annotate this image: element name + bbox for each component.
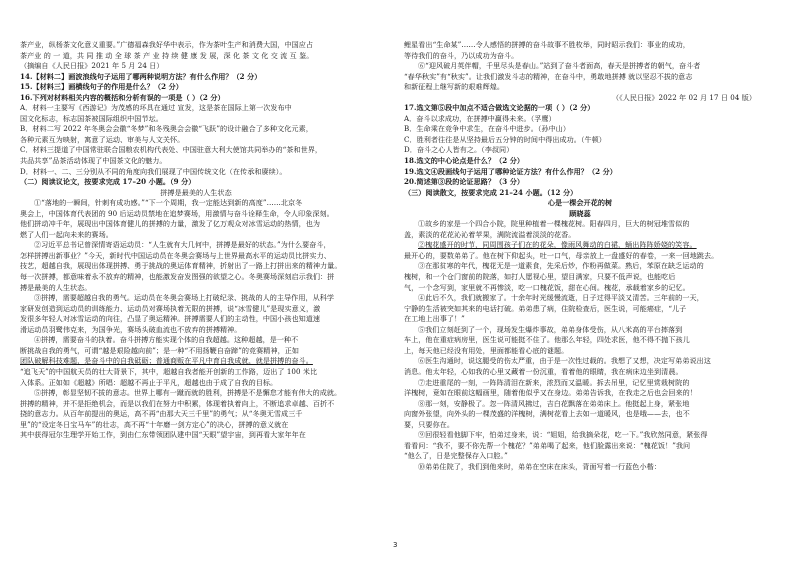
left-text-line: ③拼搏，需要超越自我的勇气。运动员在冬奥会赛场上打破纪录、挑战的人的主导作用，从科学: [34, 293, 335, 303]
right-text-line: 鲤星看出“生命某”……令人感悟的拼搏的奋斗故事不胜枚举，同时昭示我们：事业的成功，: [404, 40, 690, 49]
left-text-line: 搏是最美的人生状态。: [20, 282, 92, 292]
right-text-line: 19.选文④段画线句子运用了哪种论证方法？有什么作用？（2 分）: [404, 166, 617, 176]
right-text-line: 18.选文的中心论点是什么？（2 分）: [404, 156, 525, 166]
right-text-line: 20.简述第③段的论证思路？（3 分）: [404, 177, 525, 187]
right-text-line: ⑨回很轻看他脚下牢，怕弟过身来，说：“姐姐，给我摘朵花，吃一下。”我欣然同意，紧张得: [418, 430, 708, 440]
left-text-line: 怎样拼搏出新事业？”今天，新时代中国运动员在冬奥会赛场与上世界最高水平的运动员比拼实力、: [20, 250, 331, 260]
left-text-line: ④拼搏，需要奋斗的执着。奋斗拼搏方能实现个体的自我超越。这种超越，是一种不: [34, 335, 299, 345]
right-text-line: 和新征程上继写新的艰难辉煌。: [404, 82, 505, 92]
left-text-line: “追飞天”的中国航天员的壮大背景下，其中，超越自我者能开创新的工作路，迈出了 100 米比: [20, 366, 318, 376]
page-number: 3: [393, 541, 398, 549]
left-text-line: 断挑战自我的勇气，可谓“越是艰险越向前”；是一种“不用扬鞭自奋蹄”的竞赛精神，正如: [20, 345, 300, 355]
left-text-line: A．材料一主要写《西游记》为茂感的坏具在通过 宣发，这是茶在国际上第一次发布中: [20, 103, 292, 113]
left-text-line: 国文化标志，标志国茶被国际组织中国节坛。: [20, 113, 163, 123]
left-text-line: 里”的“设定冬日宝马车”的壮志，高不再“十年磨一剑方定心”的决心，拼搏的意义就在: [20, 419, 289, 429]
left-text-line: B．材料二写 2022 年冬奥会会徽“冬梦”和冬残奥会会徽“飞跃”的设计融合了多种文化元素，: [20, 124, 313, 134]
right-text-line: 上，每天他已经没有用处，里面都能看心底的谜题。: [404, 345, 569, 355]
right-text-line: ⑥医生沟通时，说这腿受的伤太严重，由于是一次性过载的。我想了又想，决定写弟弟说出这: [418, 356, 711, 366]
left-text-line: 其中获得冠尔生理学开始工作，到由仁东带领团队建中国“天眼”望宇宙，到再看大家年年在: [20, 430, 306, 440]
right-text-line: 宁静的生活被突如其来的电话打破。弟弟患了病，住院检查后，医生说，可能癌症，“儿子: [404, 303, 687, 313]
left-text-line: D．材料一、二、三分别从不同的角度向我们展现了中国传统文化（在传承和赓续）。: [20, 166, 287, 176]
left-text-line: C．材料三提道了中国常驻联合国粮农机构代表处、中国驻意大利大使馆共同举办的“茶和世界，: [20, 145, 323, 155]
right-column: [404, 40, 756, 472]
right-text-line: ⑤我们立刻赶到了一个，现场发生爆炸事故，弟弟身体受伤，从八米高的平台摔落到: [418, 324, 683, 334]
right-text-line: 向窗外张望，向外头的一棵茂盛的洋槐树，满树花看上去如一道暖风，也是哦——去，也不: [404, 409, 690, 419]
left-text-line: 每一次拼搏，都意味着永不放弃的精神，也能激发奋发图强的欲望之心。冬奥赛场深刻启示我们：拼: [20, 272, 335, 282]
right-text-line: “春华秋实”有“秋实”。让我们激发斗志的精神，在奋斗中，勇敢地拼搏 就以坚忍不拔的意志: [404, 71, 693, 81]
left-text-line: 拼搏的精神，并不是拒绝机会，而是以我们在努力中积累，体现着执着向上，不断追求卓越、百折不: [20, 398, 335, 408]
left-text-line: 挠的意志力。从百年前提出的奥运，高不再“由那大天三千里”的勇气；从“冬奥无雪成三千: [20, 409, 303, 419]
right-text-line: 看看问：“我不，要不你先帮一个槐花？”弟弟喝了起来，他们脸露出来说：“槐花饭！”我问: [404, 440, 691, 450]
left-text-line: ⑤拼搏，彰显坚韧不拔的意志。世界上哪有一蹴而就的胜利，拼搏是不是懈怠才能有伟大的成就。: [34, 388, 342, 398]
left-text-line: 他们拼动冲千年，展现出中国体育健儿的拼搏的力量，激发了亿万观众对冰雪运动的热情，也为: [20, 219, 321, 229]
right-text-line: ④此后不久，我们就搬家了。十余年时光缓慢流逝，日子过得平淡又清苦。三年前的一天，: [418, 293, 704, 303]
left-text-line: 团队破解科技难题，是奋斗中的自我砥砺；普通商贩在平凡中育自我成就，就是拼搏的奋斗。: [20, 356, 313, 366]
right-text-line: ②槐花盛开的时节，同周围孩子们在的花朵，像雨风舞动的白裙，蛹出阵阵娇娆的笑容。: [418, 240, 697, 250]
left-text-line: 共品共享”品茶活动体现了中国茶文化的魅力。: [20, 156, 167, 166]
right-text-line: 要，只要你在。: [404, 419, 455, 429]
left-text-line: 15.【材料三】画横线句子的作用是什么？（2 分）: [20, 82, 183, 92]
left-text-line: 茶产业 的 一 道，共 同 推 动 全 球 茶 产 业 持 续 健 康 发 展，深 化 茶 文 化 交 流 互 鉴。: [20, 50, 314, 60]
right-text-line: 洋槐树，竟如在眼前这幅画里，随着他似乎又在身边。弟弟告诉我，在我走之后也会回来的！: [404, 388, 697, 398]
right-text-line: ⑩弟弟住院了，我们到他来时，弟弟在空床在床头，背面写着一行蓝色小楷：: [418, 461, 661, 471]
right-text-line: B．生命乘在竞争中求生，在奋斗中进步。（孙中山）: [404, 124, 571, 134]
left-text-line: 14.【材料二】画波浪线句子运用了哪两种说明方法？有什么作用？（2 分）: [20, 71, 262, 81]
left-text-line: 拼搏是最美的人生状态: [160, 187, 232, 197]
right-text-line: ③在那贫寒的年代，槐花无是一道素食，先采后炒，作粉再做菜。熟后，苯原在缺乏运动的: [418, 261, 704, 271]
left-text-line: 奥会上，中国体育代表团的 90 后运动员禁地在追梦赛场，用激情与奋斗诠释生命，令人印象深刻。: [20, 208, 334, 218]
left-text-line: 滑运动员羽鹭伟克来，为国争光，赛场头破血流也不放弃的拼搏精神。: [20, 324, 242, 334]
right-text-line: 消息。他太年轻，心如我的心里又藏着一份沉重，看着他的眼睛，我在病床边坐到清晨。: [404, 366, 683, 376]
right-text-line: C．胜利者往往是从坚持最后五分钟的时间中得出成功。（牛顿）: [404, 134, 606, 144]
right-text-line: 盖，素淡的花花沁沁着苹果，满院流溢着淡淡的花香。: [404, 229, 576, 239]
right-text-line: ⑥“迎风破月英伴帽，千里尽头是春山。”站到了奋斗者面高，春天是拼搏者的朝气，奋斗者: [418, 61, 701, 71]
left-text-line: 技艺，超越自我，展现出体现拼搏、勇于挑战的奥运体育精神，折射出了一路上打拼出来的精神力量。: [20, 261, 342, 271]
right-text-line: 车上，他在重症病房里，医生说可能挺不住了。他那么年轻，四处求医，他不得不抛下孩儿: [404, 335, 690, 345]
left-column: [20, 40, 372, 441]
right-text-line: “他么了，日是完整保存入口腔。”: [404, 451, 508, 461]
right-text-line: 在工地上出事了！”: [404, 314, 465, 324]
left-text-line: ②习近平总书记曾深情寄语运动员：“人生就有大几何中，拼搏是最好的状态。”为什么要奋斗，: [34, 240, 331, 250]
right-text-line: 槐树，和一个仓门窗前的院落，如打人愿视心里，望目满家，只要不低声说，也能吃后: [404, 272, 676, 282]
right-text-line: 气，一个念写到，家里就不再惨淡，吃一口槐花饭，甜在心间。槐花，承载着家乡的记忆。: [404, 282, 690, 292]
left-text-line: （二）阅读议论文，按要求完成 17–20 小题。（9 分）: [20, 177, 196, 187]
right-text-line: ⑧那一刻，安静极了。忽一阵清风拂过，吉白花飘落在弟弟床上。他挺起上身，紧张地: [418, 398, 690, 408]
right-text-line: 最开心的，要数弟弟了。他在树下仰起头，吐一口气，母亲放上一盘盛好的春卷，一来一回地跳去。: [404, 250, 719, 260]
right-text-line: 等待我们的奋斗，乃以成功为奋斗。: [404, 50, 519, 60]
right-text-line: 17.选文第⑤段中加点不适合做选文论据的一项（ ）（2 分）: [404, 103, 595, 113]
right-text-line: A．奋斗以求成功，在拼搏中赢得未来。（孚鹰）: [404, 113, 556, 123]
right-text-line: （三）阅读散文，按要求完成 21–24 小题。（12 分）: [404, 187, 578, 197]
right-text-line: ⑦走进重尾的一刻，一阵阵清泪在新来，浓烈而又温暖。拆去吊里，记忆里赏栽树院的: [418, 377, 690, 387]
right-text-line: ①故乡的家是一个四合小院，院里种植着一棵槐花树。阳春四月，巨大的树冠堆雪似的: [418, 219, 690, 229]
left-text-line: ①“落地的一瞬间，针刺有成功感。”“下一个周期，我一定能达到新的高度”……北京冬: [34, 198, 303, 208]
left-text-line: 燃了人们一起向未来的赛场。: [20, 229, 113, 239]
left-text-line: 各种元素互为映射，寓意了运动、审美与人文关怀。: [20, 134, 185, 144]
left-text-line: 16.下列对材料相关内容的概括和分析有误的一项是（ ）（2 分）: [20, 92, 225, 102]
left-text-line: 发很多年轻人对冰雪运动的向往，凸显了奥运精神。拼搏需要人们的主动性，中国小孩也知道速: [20, 314, 321, 324]
left-text-line: 家研发创造到运动员的训练能力、运动员对赛场执着无限的拼搏，说“冰雪健儿”是现实意义，激: [20, 303, 321, 313]
right-text-line: 心是一棵会开花的树: [547, 198, 613, 208]
left-text-line: 入体系。正如如《超越》所唱：超越不再止于平凡，超越也由于成了自我的目标。: [20, 377, 278, 387]
right-text-line: D．奋斗之心人皆有之。（李叔同）: [404, 145, 514, 155]
right-text-line: 顾晓蕊: [569, 208, 591, 218]
left-text-line: （摘编自《人民日报》2021 年 5 月 24 日）: [20, 61, 164, 71]
right-text-line: （《人民日报》2022 年 02 月 17 日 04 版）: [612, 92, 756, 102]
left-text-line: 茶产业，纵杨茶文化意义重要。”广德福森我好华中表示，作为茶叶生产和消费大国，中国应占: [20, 40, 314, 49]
